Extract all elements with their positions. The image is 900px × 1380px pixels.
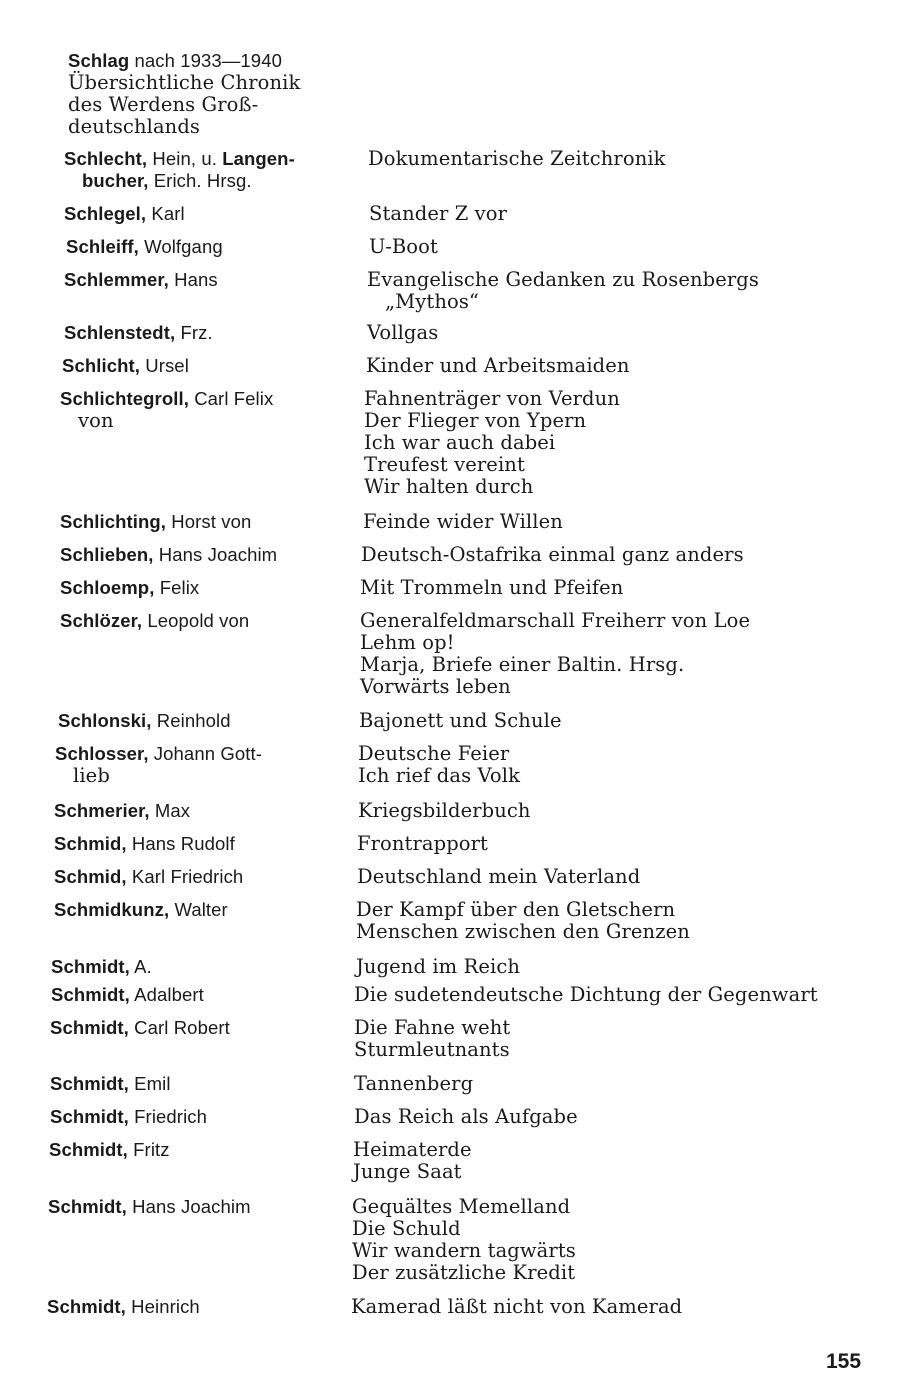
author <box>50 1073 340 1095</box>
author-surname: Schmidt, <box>48 1196 127 1217</box>
author-surname: Schlicht, <box>62 355 140 376</box>
author-surname: Schmidt, <box>50 1106 129 1127</box>
author-given-name: Erich. Hrsg. <box>148 170 252 191</box>
book-title: Der Flieger von Ypern <box>364 409 587 432</box>
author <box>60 511 350 533</box>
book-title: Deutschland mein Vaterland <box>357 865 641 888</box>
author <box>60 544 350 566</box>
author-given-name: Reinhold <box>151 710 231 731</box>
titles <box>356 899 876 943</box>
book-title: Stander Z vor <box>369 202 508 225</box>
author-surname: Schloemp, <box>60 577 155 598</box>
titles <box>369 236 889 258</box>
page-number: 155 <box>826 1350 862 1373</box>
author-surname: Schlecht, <box>64 148 148 169</box>
titles <box>354 1073 874 1095</box>
author-given-name: Carl Robert <box>128 1017 230 1038</box>
author <box>68 50 358 138</box>
author-surname: Schmidt, <box>50 1017 129 1038</box>
author-given-name: Friedrich <box>128 1106 208 1127</box>
author-given-name: Fritz <box>127 1139 170 1160</box>
author-surname: Schmid, <box>54 833 127 854</box>
titles <box>367 269 887 313</box>
author-given-name: Carl Felix <box>188 388 274 409</box>
book-title: Die sudetendeutsche Dichtung der Gegenwart <box>354 983 818 1006</box>
author-surname: Schlosser, <box>55 743 149 764</box>
book-title: Treufest vereint <box>364 453 525 476</box>
titles <box>367 322 887 344</box>
author <box>50 1106 340 1128</box>
titles <box>360 610 880 698</box>
author-given-name: Heinrich <box>125 1296 200 1317</box>
author-line: deutschlands <box>68 115 201 138</box>
author <box>64 148 354 192</box>
author <box>50 1017 340 1039</box>
author <box>60 388 350 432</box>
author-surname: Schmidt, <box>51 956 130 977</box>
author-given-name: Felix <box>154 577 200 598</box>
author-given-name: Hans <box>168 269 218 290</box>
author <box>62 355 352 377</box>
book-title: Der Kampf über den Gletschern <box>356 898 676 921</box>
author-given-name: Frz. <box>175 322 213 343</box>
book-title: Ich war auch dabei <box>364 431 556 454</box>
author-surname: Schmidt, <box>51 984 130 1005</box>
book-title: Heimaterde <box>353 1138 472 1161</box>
author <box>47 1296 337 1318</box>
author <box>55 743 345 787</box>
author-surname: Schleiff, <box>66 236 139 257</box>
author-given-name: Adalbert <box>129 984 204 1005</box>
book-title: Sturmleutnants <box>354 1038 510 1061</box>
author-surname: Schmid, <box>54 866 127 887</box>
book-title: Lehm op! <box>360 631 455 654</box>
author-surname: Schlemmer, <box>64 269 169 290</box>
titles <box>351 1296 871 1318</box>
book-title: Wir wandern tagwärts <box>352 1239 576 1262</box>
author <box>48 1196 338 1218</box>
book-title: Evangelische Gedanken zu Rosenbergs <box>367 268 759 291</box>
book-title: Generalfeldmarschall Freiherr von Loe <box>360 609 751 632</box>
book-title: Kriegsbilderbuch <box>358 799 531 822</box>
book-title: Ich rief das Volk <box>358 764 520 787</box>
book-title: Tannenberg <box>354 1072 474 1095</box>
author-given-name: Leopold von <box>142 610 250 631</box>
author-surname: Schmidt, <box>50 1073 129 1094</box>
author-surname: Schlegel, <box>64 203 147 224</box>
author-given-name: Hein, u. <box>147 148 223 169</box>
titles <box>354 1017 874 1061</box>
author-given-name: Hans Joachim <box>126 1196 251 1217</box>
titles <box>369 203 889 225</box>
book-title: U-Boot <box>369 235 438 258</box>
titles <box>368 148 888 170</box>
titles <box>360 577 880 599</box>
book-title: Mit Trommeln und Pfeifen <box>360 576 624 599</box>
author-surname: Langen- <box>222 148 295 169</box>
book-title: Die Fahne weht <box>354 1016 511 1039</box>
author <box>64 322 354 344</box>
book-title: Fahnenträger von Verdun <box>364 387 620 410</box>
author-surname: Schlonski, <box>58 710 152 731</box>
author-given-name: Emil <box>128 1073 171 1094</box>
titles <box>356 956 876 978</box>
titles <box>352 1196 872 1284</box>
author-surname: Schmidt, <box>49 1139 128 1160</box>
author-surname: Schlieben, <box>60 544 154 565</box>
author-given-name: Karl <box>146 203 185 224</box>
author-line: des Werdens Groß- <box>68 93 259 116</box>
titles <box>358 800 878 822</box>
book-title: Bajonett und Schule <box>359 709 562 732</box>
book-title: Marja, Briefe einer Baltin. Hrsg. <box>360 653 685 676</box>
author <box>60 610 350 632</box>
titles <box>354 984 874 1006</box>
book-title: Die Schuld <box>352 1217 461 1240</box>
titles <box>358 743 878 787</box>
author <box>51 984 341 1006</box>
author-surname: Schlichting, <box>60 511 167 532</box>
author <box>54 833 344 855</box>
author-given-name: Horst von <box>166 511 252 532</box>
author <box>54 866 344 888</box>
author-given-name: Ursel <box>140 355 189 376</box>
author-line: Übersichtliche Chronik <box>68 71 301 94</box>
titles <box>353 1139 873 1183</box>
book-title: „Mythos“ <box>385 290 479 313</box>
book-title: Deutsche Feier <box>358 742 510 765</box>
author-given-name: A. <box>129 956 152 977</box>
author-surname: Schmidt, <box>47 1296 126 1317</box>
author-surname: Schlenstedt, <box>64 322 176 343</box>
author <box>64 203 354 225</box>
author-surname: Schmidkunz, <box>54 899 170 920</box>
author-surname: Schlözer, <box>60 610 143 631</box>
book-title: Dokumentarische Zeitchronik <box>368 147 666 170</box>
author-given-name: Wolfgang <box>138 236 223 257</box>
author-given-name: Karl Friedrich <box>126 866 244 887</box>
author <box>51 956 341 978</box>
titles <box>357 833 877 855</box>
book-title: Menschen zwischen den Grenzen <box>356 920 690 943</box>
author-given-name: Hans Joachim <box>153 544 278 565</box>
book-title: Das Reich als Aufgabe <box>354 1105 578 1128</box>
titles <box>357 866 877 888</box>
author <box>54 800 344 822</box>
titles <box>363 511 883 533</box>
titles <box>354 1106 874 1128</box>
book-title: Vorwärts leben <box>360 675 511 698</box>
titles <box>361 544 881 566</box>
book-title: Gequältes Memelland <box>352 1195 571 1218</box>
book-title: Vollgas <box>367 321 439 344</box>
titles <box>359 710 879 732</box>
author-given-name: Max <box>149 800 191 821</box>
author <box>49 1139 339 1161</box>
book-title: Jugend im Reich <box>356 955 521 978</box>
book-title: Kinder und Arbeitsmaiden <box>366 354 630 377</box>
author-surname: Schlichtegroll, <box>60 388 189 409</box>
author-given-name: Johann Gott- <box>148 743 262 764</box>
author <box>66 236 356 258</box>
book-title: Deutsch-Ostafrika einmal ganz anders <box>361 543 744 566</box>
author-surname: Schmerier, <box>54 800 150 821</box>
author <box>58 710 348 732</box>
book-title: Junge Saat <box>353 1160 462 1183</box>
author-given-name: Walter <box>169 899 228 920</box>
book-title: Der zusätzliche Kredit <box>352 1261 576 1284</box>
author-line: lieb <box>73 764 110 787</box>
author-surname: Schlag <box>68 50 130 71</box>
author-line: von <box>78 409 114 432</box>
book-title: Wir halten durch <box>364 475 534 498</box>
titles <box>366 355 886 377</box>
book-title: Frontrapport <box>357 832 488 855</box>
author <box>60 577 350 599</box>
author-given-name: Hans Rudolf <box>126 833 235 854</box>
titles <box>364 388 884 498</box>
author <box>54 899 344 921</box>
author <box>64 269 354 291</box>
author-surname: bucher, <box>82 170 149 191</box>
author-given-name: nach 1933—1940 <box>129 50 282 71</box>
book-title: Kamerad läßt nicht von Kamerad <box>351 1295 683 1318</box>
book-title: Feinde wider Willen <box>363 510 563 533</box>
